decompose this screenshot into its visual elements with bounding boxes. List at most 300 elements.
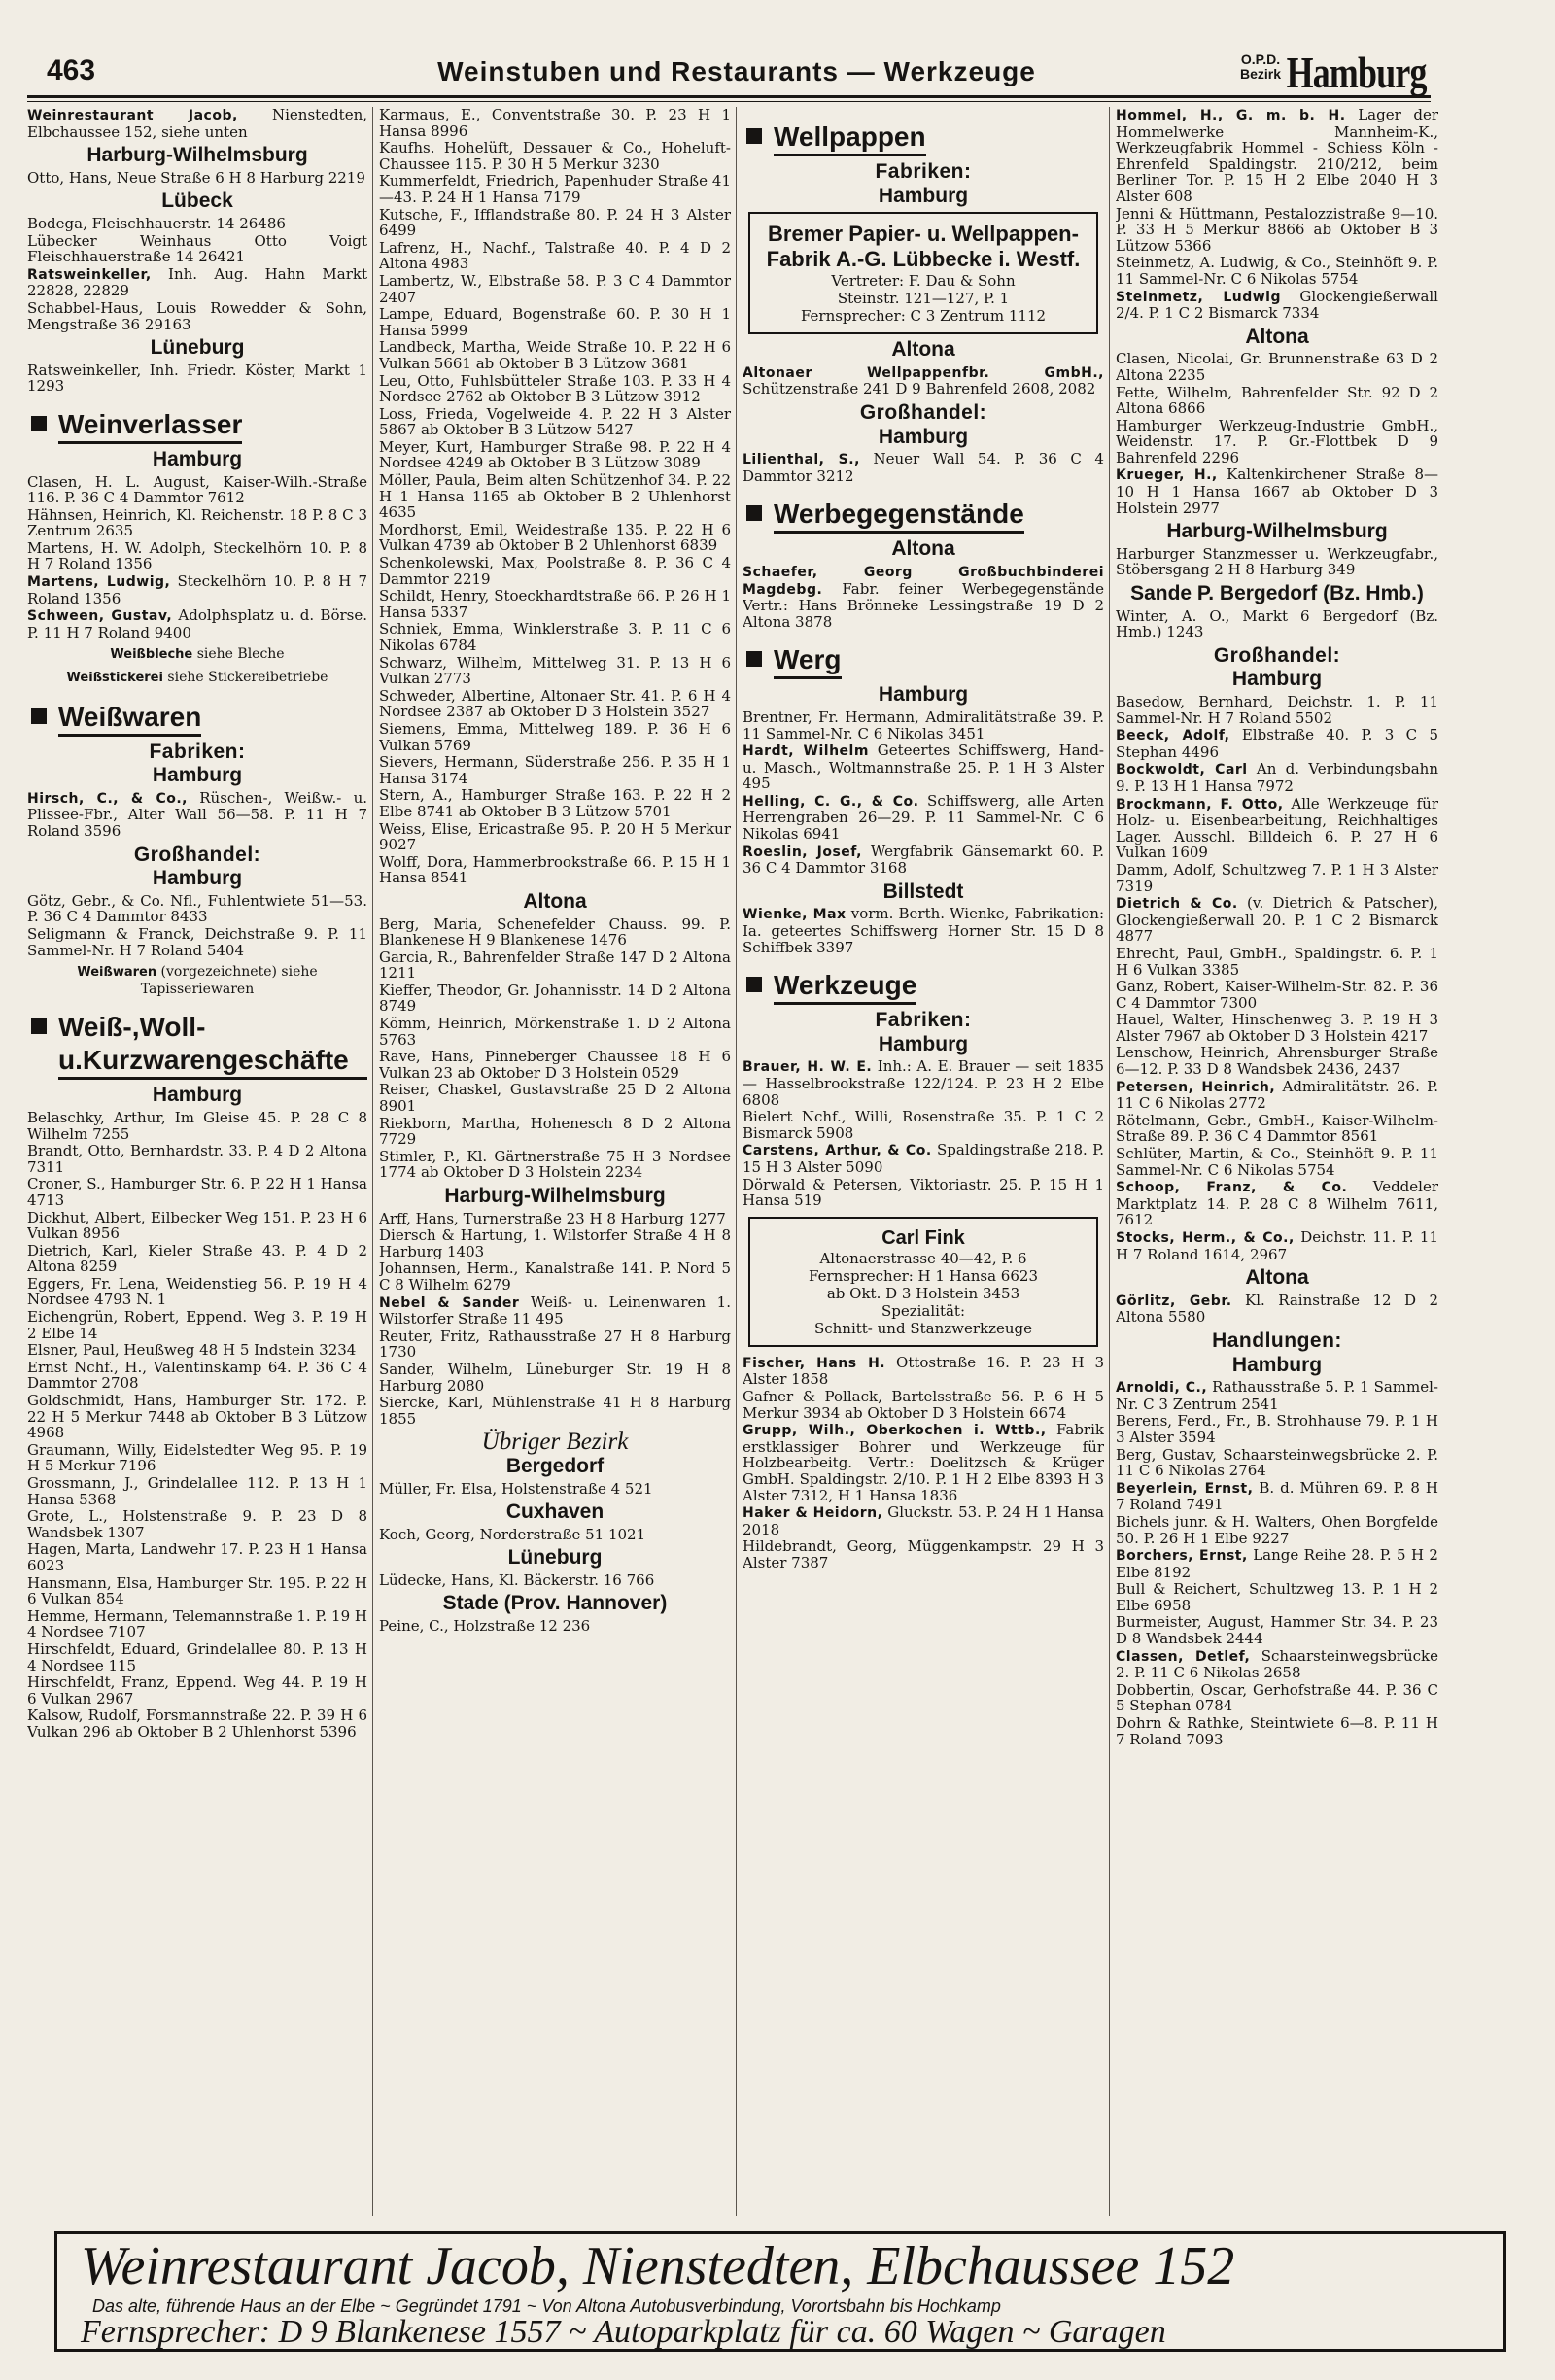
- entry-details: Winter, A. O., Markt 6 Bergedorf (Bz. Hmb.) 1243: [1116, 606, 1438, 641]
- directory-entry: [1116, 1581, 1438, 1613]
- directory-entry: [743, 1058, 1104, 1108]
- advert-line: Altonaerstrasse 40—42, P. 6: [819, 1249, 1027, 1267]
- entry-details: Berg, Maria, Schenefelder Chauss. 99. P. Blankenese H 9 Blankenese 1476: [379, 914, 731, 949]
- entry-details: Schniek, Emma, Winklerstraße 3. P. 11 C 6 Nikolas 6784: [379, 620, 731, 654]
- directory-entry: [27, 1309, 367, 1341]
- directory-entry: [1116, 608, 1438, 640]
- directory-entry: [379, 1527, 731, 1543]
- entry-details: Bielert Nchf., Willi, Rosenstraße 35. P. 1 C 2 Bismarck 5908: [743, 1108, 1104, 1142]
- location-heading: Altona: [1245, 1266, 1309, 1290]
- cross-reference: [27, 670, 367, 687]
- directory-entry: [27, 1143, 367, 1175]
- directory-entry: [743, 364, 1104, 397]
- directory-entry: [1116, 979, 1438, 1011]
- entry-name: Lilienthal, S.,: [743, 452, 860, 468]
- entry-details: Eichengrün, Robert, Eppend. Weg 3. P. 19 H 2 Elbe 14: [27, 1308, 367, 1342]
- entry-details: Croner, S., Hamburger Str. 6. P. 22 H 1 Hansa 4713: [27, 1175, 367, 1209]
- directory-entry: [743, 1504, 1104, 1537]
- entry-details: Burmeister, August, Hammer Str. 34. P. 23 D 8 Wandsbek 2444: [1116, 1613, 1438, 1648]
- directory-entry: [743, 709, 1104, 742]
- entry-name: Haker & Heidorn,: [743, 1505, 883, 1522]
- section-heading: [27, 701, 367, 737]
- directory-entry: [379, 1149, 731, 1181]
- section-heading: [743, 498, 1104, 534]
- entry-details: Bodega, Fleischhauerstr. 14 26486: [27, 214, 286, 232]
- location-heading: Sande P. Bergedorf (Bz. Hmb.): [1130, 582, 1424, 605]
- directory-entry: [1116, 1179, 1438, 1228]
- entry-details: Schenkolewski, Max, Poolstraße 8. P. 36 C 4 Dammtor 2219: [379, 554, 731, 588]
- entry-details: Weiß- u. Leinenwaren 1. Wilstorfer Straße 11 495: [379, 1293, 731, 1328]
- entry-details: Leu, Otto, Fuhlsbütteler Straße 103. P. 33 H 4 Nordsee 2762 ab Oktober B 3 Lützow 3912: [379, 371, 731, 406]
- directory-entry: [379, 854, 731, 886]
- directory-entry: [27, 1707, 367, 1740]
- entry-details: Kömm, Heinrich, Mörkenstraße 1. D 2 Altona 5763: [379, 1015, 731, 1049]
- entry-details: Ganz, Robert, Kaiser-Wilhelm-Str. 82. P. 36 C 4 Dammtor 7300: [1116, 978, 1438, 1012]
- subsection-heading: Großhandel:: [133, 843, 261, 866]
- entry-name: Wienke, Max: [743, 907, 847, 923]
- entry-details: Dohrn & Rathke, Steintwiete 6—8. P. 11 H 7 Roland 7093: [1116, 1714, 1438, 1748]
- entry-details: Garcia, R., Bahrenfelder Straße 147 D 2 Altona 1211: [379, 948, 731, 983]
- advert-line: Fernsprecher: H 1 Hansa 6623: [808, 1266, 1038, 1285]
- directory-entry: [1116, 1113, 1438, 1145]
- entry-details: Ehrecht, Paul, GmbH., Spaldingstr. 6. P. 1 H 6 Vulkan 3385: [1116, 944, 1438, 979]
- directory-entry: [1116, 946, 1438, 978]
- directory-entry: [379, 339, 731, 371]
- entry-details: Fette, Wilhelm, Bahrenfelder Str. 92 D 2 Altona 6866: [1116, 383, 1438, 418]
- entry-details: Hähnsen, Heinrich, Kl. Reichenstr. 18 P. 8 C 3 Zentrum 2635: [27, 505, 367, 540]
- entry-name: Görlitz, Gebr.: [1116, 1293, 1232, 1309]
- entry-name: Beeck, Adolf,: [1116, 728, 1230, 744]
- header-city: Hamburg: [1286, 48, 1427, 97]
- columns: [27, 107, 1438, 2225]
- directory-entry: [379, 1481, 731, 1498]
- entry-details: Geteertes Schiffswerg, Hand- u. Masch., Woltmannstraße 25. P. 1 H 3 Alster 495: [743, 742, 1104, 793]
- directory-entry: [379, 655, 731, 687]
- location-heading: Hamburg: [878, 683, 969, 707]
- reference-term: Weißstickerei: [66, 671, 163, 686]
- section-heading: [743, 643, 1104, 679]
- directory-entry: [27, 507, 367, 539]
- entry-details: Deichstr. 11. P. 11 H 7 Roland 1614, 2967: [1116, 1228, 1438, 1263]
- directory-entry: [1116, 1045, 1438, 1077]
- entry-details: Seligmann & Franck, Deichstraße 9. P. 11 Sammel-Nr. H 7 Roland 5404: [27, 924, 367, 959]
- location-heading: Hamburg: [152, 764, 243, 787]
- advert-line: ab Okt. D 3 Holstein 3453: [826, 1284, 1020, 1302]
- directory-entry: [27, 216, 367, 232]
- directory-entry: [1116, 796, 1438, 861]
- entry-details: Hansmann, Elsa, Hamburger Str. 195. P. 22 H 6 Vulkan 854: [27, 1573, 367, 1608]
- page-title: Weinstuben und Restaurants — Werkzeuge: [437, 56, 1036, 86]
- entry-details: Koch, Georg, Norderstraße 51 1021: [379, 1525, 646, 1543]
- entry-name: Schaefer, Georg Großbuchbinderei Magdebg.: [743, 564, 1104, 598]
- cross-reference: [27, 964, 367, 997]
- entry-details: Jenni & Hüttmann, Pestalozzistraße 9—10. P. 33 H 5 Merkur 8866 ab Oktober B 3 Lützow 5366: [1116, 204, 1438, 255]
- ad-headline: Weinrestaurant Jacob, Nienstedten, Elbchaussee 152: [81, 2236, 1235, 2296]
- directory-entry: [27, 1243, 367, 1275]
- location-heading: Harburg-Wilhelmsburg: [444, 1185, 666, 1207]
- directory-entry: [743, 844, 1104, 877]
- directory-entry: [1116, 206, 1438, 255]
- directory-entry: [379, 273, 731, 305]
- entry-details: Loss, Frieda, Vogelweide 4. P. 22 H 3 Alster 5867 ab Oktober B 3 Lützow 5427: [379, 404, 731, 439]
- entry-details: Hauel, Walter, Hinschenweg 3. P. 19 H 3 Alster 7967 ab Oktober D 3 Holstein 4217: [1116, 1011, 1438, 1045]
- entry-name: Hommel, H., G. m. b. H.: [1116, 108, 1346, 123]
- section-title: Werg: [774, 643, 842, 679]
- directory-entry: [379, 1362, 731, 1394]
- advert-line: Schnitt- und Stanzwerkzeuge: [813, 1319, 1033, 1337]
- entry-details: Diersch & Hartung, 1. Wilstorfer Straße 4 H 8 Harburg 1403: [379, 1226, 731, 1260]
- directory-entry: [27, 1575, 367, 1607]
- directory-entry: [1116, 1480, 1438, 1513]
- directory-entry: [379, 787, 731, 819]
- entry-details: Lager der Hommelwerke Mannheim-K., Werkzeugfabrik Hommel - Schiess Köln - Ehrenfeld Spaldingstr. 210/212, beim Berliner Tor. P. 15 H 2 Elbe 2040 H 3 Alster 608: [1116, 107, 1438, 205]
- entry-details: Möller, Paula, Beim alten Schützenhof 34. P. 22 H 1 Hansa 1165 ab Oktober B 2 Uhlenhorst 4635: [379, 471, 731, 522]
- entry-details: Lange Reihe 28. P. 5 H 2 Elbe 8192: [1116, 1546, 1438, 1581]
- entry-details: Kaufhs. Hohelüft, Dessauer & Co., Hoheluft-Chaussee 115. P. 30 H 5 Merkur 3230: [379, 139, 731, 173]
- directory-entry: [27, 607, 367, 640]
- section-square-icon: [746, 128, 762, 144]
- directory-entry: [379, 555, 731, 587]
- advert-title: Fabrik A.-G. Lübbecke i. Westf.: [766, 247, 1081, 272]
- ad-tagline: Das alte, führende Haus an der Elbe ~ Gegründet 1791 ~ Von Altona Autobusverbindung, Vorortsbahn bis Hochkamp: [92, 2296, 1001, 2316]
- directory-entry: [1116, 1079, 1438, 1112]
- directory-entry: [27, 1608, 367, 1640]
- entry-details: Schlüter, Martin, & Co., Steinhöft 9. P. 11 Sammel-Nr. C 6 Nikolas 5754: [1116, 1145, 1438, 1179]
- directory-entry: [27, 1674, 367, 1707]
- entry-details: Karmaus, E., Conventstraße 30. P. 23 H 1 Hansa 8996: [379, 107, 731, 140]
- directory-entry: [379, 1294, 731, 1328]
- directory-entry: [379, 173, 731, 205]
- advert-line: Steinstr. 121—127, P. 1: [837, 290, 1010, 308]
- entry-details: Martens, H. W. Adolph, Steckelhörn 10. P. 8 H 7 Roland 1356: [27, 538, 367, 573]
- directory-entry: [1116, 862, 1438, 894]
- entry-details: Meyer, Kurt, Hamburger Straße 98. P. 22 H 4 Nordsee 4249 ab Oktober B 3 Lützow 3089: [379, 437, 731, 472]
- entry-details: Hemme, Hermann, Telemannstraße 1. P. 19 H 4 Nordsee 7107: [27, 1606, 367, 1641]
- column-3: [743, 107, 1104, 2225]
- column-2: [379, 107, 731, 2225]
- entry-details: Schützenstraße 241 D 9 Bahrenfeld 2608, 2082: [743, 380, 1096, 398]
- entry-details: Dobbertin, Oscar, Gerhofstraße 44. P. 36 C 5 Stephan 0784: [1116, 1680, 1438, 1715]
- directory-entry: [743, 564, 1104, 630]
- section-heading: [743, 121, 1104, 156]
- directory-entry: [1116, 107, 1438, 205]
- entry-details: Lampe, Eduard, Bogenstraße 60. P. 30 H 1 Hansa 5999: [379, 305, 731, 339]
- location-heading: Altona: [891, 338, 955, 362]
- directory-entry: [1116, 1715, 1438, 1747]
- directory-entry: [27, 1176, 367, 1208]
- subsection-heading: Großhandel:: [1213, 643, 1341, 667]
- entry-details: Rave, Hans, Pinneberger Chaussee 18 H 6 Vulkan 23 ab Oktober D 3 Holstein 0529: [379, 1048, 731, 1082]
- entry-details: Kalsow, Rudolf, Forsmannstraße 22. P. 39 H 6 Vulkan 296 ab Oktober B 2 Uhlenhorst 5396: [27, 1707, 367, 1741]
- reference-term: Weißwaren: [77, 965, 157, 981]
- entry-details: Kieffer, Theodor, Gr. Johannisstr. 14 D 2 Altona 8749: [379, 981, 731, 1016]
- entry-details: Schabbel-Haus, Louis Rowedder & Sohn, Mengstraße 36 29163: [27, 298, 367, 333]
- entry-details: Peine, C., Holzstraße 12 236: [379, 1617, 591, 1636]
- header-rule: [27, 95, 1431, 98]
- directory-entry: [379, 983, 731, 1015]
- directory-entry: [379, 1328, 731, 1361]
- advert-line: Fernsprecher: C 3 Zentrum 1112: [800, 307, 1047, 326]
- location-heading: Hamburg: [152, 1084, 243, 1107]
- entry-details: Rüschen-, Weißw.- u. Plissee-Fbr., Alter Wall 56—58. P. 11 H 7 Roland 3596: [27, 788, 367, 840]
- directory-entry: [1116, 694, 1438, 726]
- entry-details: Glockengießerwall 2/4. P. 1 C 2 Bismarck 7334: [1116, 287, 1438, 323]
- directory-entry: [379, 621, 731, 653]
- entry-details: Ratsweinkeller, Inh. Friedr. Köster, Markt 1 1293: [27, 361, 367, 396]
- section-square-icon: [31, 708, 47, 724]
- entry-details: Inh.: A. E. Brauer — seit 1835 — Hasselbrookstraße 122/124. P. 23 H 2 Elbe 6808: [743, 1057, 1104, 1109]
- location-heading: Hamburg: [1231, 1353, 1323, 1376]
- section-title: Weißwaren: [58, 701, 201, 737]
- entry-details: Gafner & Pollack, Bartelsstraße 56. P. 6 H 5 Merkur 3934 ab Oktober D 3 Holstein 6674: [743, 1387, 1104, 1422]
- section-title: Wellpappen: [774, 121, 926, 156]
- directory-entry: [27, 266, 367, 299]
- directory-entry: [379, 207, 731, 239]
- directory-entry: [379, 1049, 731, 1081]
- header-rule-thin: [27, 101, 1431, 102]
- entry-details: Fabr. feiner Werbegegenstände Vertr.: Hans Brönneke Lessingstraße 19 D 2 Altona 3878: [743, 579, 1104, 631]
- cross-reference: [27, 646, 367, 664]
- opd-label: [1240, 52, 1281, 82]
- entry-details: Schweder, Albertine, Altonaer Str. 41. P. 6 H 4 Nordsee 2387 ab Oktober D 3 Holstein 3527: [379, 686, 731, 721]
- location-heading: Hamburg: [878, 1032, 969, 1055]
- entry-details: Siercke, Karl, Mühlenstraße 41 H 8 Harburg 1855: [379, 1394, 731, 1428]
- directory-entry: [27, 107, 367, 140]
- location-heading: Altona: [523, 889, 587, 913]
- section-title: Weiß-,Woll-u.Kurzwarengeschäfte: [58, 1011, 367, 1080]
- directory-entry: [27, 474, 367, 506]
- directory-entry: [27, 1442, 367, 1474]
- directory-entry: [27, 1541, 367, 1573]
- advert-box: [748, 212, 1098, 334]
- directory-entry: [27, 1210, 367, 1242]
- directory-entry: [379, 721, 731, 753]
- entry-details: Schildt, Henry, Stoeckhardtstraße 66. P. 26 H 1 Hansa 5337: [379, 587, 731, 621]
- directory-entry: [743, 1389, 1104, 1421]
- directory-entry: [1116, 1012, 1438, 1044]
- directory-entry: [1116, 1514, 1438, 1546]
- directory-entry: [379, 1618, 731, 1635]
- location-heading: Lüneburg: [150, 336, 245, 360]
- entry-details: Harburger Stanzmesser u. Werkzeugfabr., Stöbersgang 2 H 8 Harburg 349: [1116, 544, 1438, 579]
- entry-details: Elbstraße 40. P. 3 C 5 Stephan 4496: [1116, 726, 1438, 761]
- directory-entry: [27, 362, 367, 395]
- page-header: [47, 47, 1427, 97]
- column-1: [27, 107, 367, 2225]
- directory-entry: [1116, 351, 1438, 383]
- section-heading: [743, 969, 1104, 1005]
- entry-details: Steinmetz, A. Ludwig, & Co., Steinhöft 9. P. 11 Sammel-Nr. C 6 Nikolas 5754: [1116, 254, 1438, 288]
- directory-entry: [1116, 255, 1438, 287]
- entry-details: Brentner, Fr. Hermann, Admiralitätstraße 39. P. 11 Sammel-Nr. C 6 Nikolas 3451: [743, 707, 1104, 742]
- entry-details: Grossmann, J., Grindelallee 112. P. 13 H 1 Hansa 5368: [27, 1474, 367, 1508]
- entry-details: Bull & Reichert, Schultzweg 13. P. 1 H 2 Elbe 6958: [1116, 1580, 1438, 1614]
- entry-name: Ratsweinkeller,: [27, 266, 152, 283]
- entry-details: Kutsche, F., Ifflandstraße 80. P. 24 H 3 Alster 6499: [379, 205, 731, 240]
- directory-entry: [379, 306, 731, 338]
- entry-name: Classen, Detlef,: [1116, 1648, 1251, 1665]
- subsection-heading: Fabriken:: [149, 740, 246, 763]
- entry-details: vorm. Berth. Wienke, Fabrikation: Ia. geteertes Schiffswerg Horner Str. 15 D 8 Schiffbek 3397: [743, 905, 1104, 956]
- directory-entry: [379, 107, 731, 139]
- entry-name: Carstens, Arthur, & Co.: [743, 1143, 932, 1159]
- directory-entry: [1116, 546, 1438, 578]
- directory-entry: [379, 754, 731, 786]
- entry-details: Lenschow, Heinrich, Ahrensburger Straße 6—12. P. 33 D 8 Wandsbek 2436, 2437: [1116, 1044, 1438, 1079]
- directory-entry: [1116, 1293, 1438, 1326]
- directory-entry: [1116, 1146, 1438, 1178]
- section-square-icon: [746, 651, 762, 667]
- directory-entry: [27, 1110, 367, 1142]
- entry-name: Nebel & Sander: [379, 1294, 520, 1311]
- directory-entry: [1116, 1379, 1438, 1412]
- directory-entry: [27, 233, 367, 265]
- directory-entry: [1116, 761, 1438, 794]
- location-heading: Bergedorf: [505, 1454, 605, 1477]
- location-heading: Hamburg: [152, 447, 243, 470]
- entry-details: Belaschky, Arthur, Im Gleise 45. P. 28 C 8 Wilhelm 7255: [27, 1108, 367, 1143]
- directory-entry: [1116, 1413, 1438, 1445]
- entry-details: Weiss, Elise, Ericastraße 95. P. 20 H 5 Merkur 9027: [379, 819, 731, 854]
- directory-entry: [379, 1116, 731, 1148]
- entry-details: Bichels junr. & H. Walters, Ohen Borgfelde 50. P. 26 H 1 Elbe 9227: [1116, 1512, 1438, 1547]
- entry-details: Hagen, Marta, Landwehr 17. P. 23 H 1 Hansa 6023: [27, 1540, 367, 1574]
- entry-details: Arff, Hans, Turnerstraße 23 H 8 Harburg 1277: [379, 1209, 726, 1227]
- entry-details: Clasen, H. L. August, Kaiser-Wilh.-Straße 116. P. 36 C 4 Dammtor 7612: [27, 472, 367, 507]
- advert-title: Carl Fink: [881, 1226, 965, 1249]
- directory-entry: [379, 1260, 731, 1293]
- directory-entry: [379, 688, 731, 720]
- entry-details: Brandt, Otto, Bernhardstr. 33. P. 4 D 2 Altona 7311: [27, 1142, 367, 1176]
- directory-entry: [1116, 1547, 1438, 1580]
- section-square-icon: [31, 416, 47, 431]
- entry-details: Hirschfeldt, Franz, Eppend. Weg 44. P. 19 H 6 Vulkan 2967: [27, 1673, 367, 1707]
- directory-entry: [1116, 1447, 1438, 1479]
- entry-details: Siemens, Emma, Mittelweg 189. P. 36 H 6 Vulkan 5769: [379, 719, 731, 754]
- entry-name: Steinmetz, Ludwig: [1116, 289, 1281, 305]
- entry-details: Graumann, Willy, Eidelstedter Weg 95. P. 19 H 5 Merkur 7196: [27, 1440, 367, 1475]
- directory-entry: [743, 1355, 1104, 1388]
- entry-details: Berens, Ferd., Fr., B. Strohhause 79. P. 1 H 3 Alster 3594: [1116, 1412, 1438, 1446]
- entry-details: Reuter, Fritz, Rathausstraße 27 H 8 Harburg 1730: [379, 1327, 731, 1362]
- entry-details: Götz, Gebr., & Co. Nfl., Fuhlentwiete 51—53. P. 36 C 4 Dammtor 8433: [27, 891, 367, 926]
- entry-details: Mordhorst, Emil, Weidestraße 135. P. 22 H 6 Vulkan 4739 ab Oktober B 2 Uhlenhorst 6839: [379, 520, 731, 555]
- reference-text: siehe Bleche: [192, 646, 285, 663]
- directory-entry: [379, 373, 731, 405]
- entry-details: Otto, Hans, Neue Straße 6 H 8 Harburg 2219: [27, 168, 365, 187]
- location-heading: Übriger Bezirk: [481, 1429, 629, 1456]
- entry-name: Schoop, Franz, & Co.: [1116, 1180, 1348, 1196]
- entry-name: Brockmann, F. Otto,: [1116, 796, 1284, 812]
- directory-entry: [379, 140, 731, 172]
- entry-details: Müller, Fr. Elsa, Holstenstraße 4 521: [379, 1479, 653, 1498]
- entry-name: Weinrestaurant Jacob,: [27, 108, 238, 123]
- section-square-icon: [746, 505, 762, 521]
- location-heading: Harburg-Wilhelmsburg: [86, 144, 308, 167]
- entry-name: Altonaer Wellpappenfbr. GmbH.,: [743, 364, 1104, 381]
- directory-entry: [379, 472, 731, 521]
- directory-entry: [1116, 418, 1438, 466]
- section-square-icon: [31, 1018, 47, 1034]
- location-heading: Altona: [1245, 325, 1309, 348]
- entry-details: Clasen, Nicolai, Gr. Brunnenstraße 63 D 2 Altona 2235: [1116, 350, 1438, 384]
- entry-details: Berg, Gustav, Schaarsteinwegsbrücke 2. P. 11 C 6 Nikolas 2764: [1116, 1445, 1438, 1480]
- entry-name: Hirsch, C., & Co.,: [27, 790, 188, 807]
- section-title: Werkzeuge: [774, 969, 916, 1005]
- directory-entry: [743, 1142, 1104, 1175]
- entry-details: Lübecker Weinhaus Otto Voigt Fleischhauerstraße 14 26421: [27, 231, 367, 266]
- section-heading: [27, 408, 367, 444]
- entry-name: Martens, Ludwig,: [27, 574, 171, 591]
- entry-name: Helling, C. G., & Co.: [743, 793, 919, 810]
- location-heading: Cuxhaven: [505, 1500, 605, 1524]
- directory-entry: [27, 926, 367, 958]
- location-heading: Altona: [891, 537, 955, 561]
- directory-entry: [27, 300, 367, 332]
- ad-contact: Fernsprecher: D 9 Blankenese 1557 ~ Autoparkplatz für ca. 60 Wagen ~ Garagen: [81, 2314, 1166, 2350]
- section-heading: [27, 1011, 367, 1080]
- directory-entry: [379, 949, 731, 982]
- reference-text: (vorgezeichnete) siehe Tapisseriewaren: [140, 964, 318, 997]
- entry-details: An d. Verbindungsbahn 9. P. 13 H 1 Hansa 7972: [1116, 760, 1438, 795]
- directory-entry: [1116, 1614, 1438, 1646]
- page-number: 463: [47, 54, 96, 86]
- entry-details: Hildebrandt, Georg, Müggenkampstr. 29 H 3 Alster 7387: [743, 1537, 1104, 1571]
- entry-details: Kummerfeldt, Friedrich, Papenhuder Straße 41—43. P. 24 H 1 Hansa 7179: [379, 172, 731, 206]
- directory-entry: [379, 522, 731, 554]
- directory-entry: [27, 1508, 367, 1540]
- entry-details: Nienstedten, Elbchaussee 152, siehe unten: [27, 107, 367, 141]
- entry-details: Veddeler Marktplatz 14. P. 28 C 8 Wilhelm 7611, 7612: [1116, 1178, 1438, 1229]
- directory-entry: [743, 1109, 1104, 1141]
- entry-details: Lafrenz, H., Nachf., Talstraße 40. P. 4 D 2 Altona 4983: [379, 238, 731, 273]
- directory-entry: [27, 893, 367, 925]
- opd-text: O.P.D.: [1240, 52, 1281, 67]
- entry-name: Grupp, Wilh., Oberkochen i. Wttb.,: [743, 1423, 1047, 1439]
- entry-name: Krueger, H.,: [1116, 467, 1218, 484]
- entry-details: Lüdecke, Hans, Kl. Bäckerstr. 16 766: [379, 1570, 655, 1589]
- entry-details: Elsner, Paul, Heußweg 48 H 5 Indstein 3234: [27, 1341, 357, 1360]
- entry-name: Dietrich & Co.: [1116, 896, 1238, 913]
- entry-name: Borchers, Ernst,: [1116, 1548, 1248, 1565]
- entry-details: Inh. Aug. Hahn Markt 22828, 22829: [27, 264, 367, 300]
- directory-entry: [743, 1538, 1104, 1570]
- location-heading: Stade (Prov. Hannover): [442, 1592, 668, 1615]
- entry-details: Dietrich, Karl, Kieler Straße 43. P. 4 D 2 Altona 8259: [27, 1241, 367, 1276]
- directory-entry: [379, 1572, 731, 1589]
- section-square-icon: [746, 977, 762, 992]
- reference-term: Weißbleche: [110, 647, 193, 663]
- directory-entry: [743, 1177, 1104, 1209]
- entry-details: Schaarsteinwegsbrücke 2. P. 11 C 6 Nikolas 2658: [1116, 1646, 1438, 1682]
- directory-entry: [379, 1211, 731, 1227]
- entry-details: Lambertz, W., Elbstraße 58. P. 3 C 4 Dammtor 2407: [379, 271, 731, 306]
- entry-details: Grote, L., Holstenstraße 9. P. 23 D 8 Wandsbek 1307: [27, 1507, 367, 1541]
- directory-entry: [743, 451, 1104, 484]
- directory-entry: [1116, 289, 1438, 322]
- entry-details: Wergfabrik Gänsemarkt 60. P. 36 C 4 Dammtor 3168: [743, 842, 1104, 878]
- entry-name: Schween, Gustav,: [27, 608, 173, 625]
- location-heading: Hamburg: [1231, 668, 1323, 691]
- directory-entry: [379, 916, 731, 949]
- directory-entry: [27, 1360, 367, 1392]
- entry-details: Admiralitätstr. 26. P. 11 C 6 Nikolas 2772: [1116, 1077, 1438, 1113]
- directory-entry: [379, 439, 731, 471]
- entry-details: Kaltenkirchener Straße 8—10 H 1 Hansa 1667 ab Oktober D 3 Holstein 2977: [1116, 466, 1438, 517]
- directory-entry: [1116, 1648, 1438, 1681]
- entry-name: Beyerlein, Ernst,: [1116, 1480, 1254, 1497]
- directory-entry: [379, 1395, 731, 1427]
